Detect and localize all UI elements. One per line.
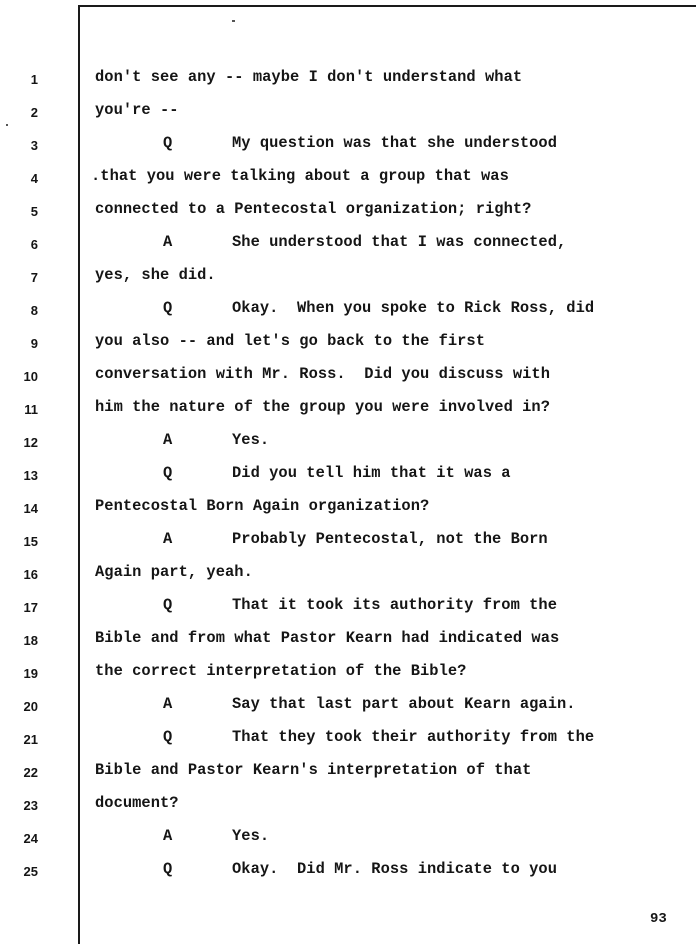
- testimony-text: Probably Pentecostal, not the Born: [232, 530, 548, 548]
- line-number: 20: [23, 699, 38, 714]
- line-number: 10: [23, 369, 38, 384]
- testimony-text: Did you tell him that it was a: [232, 464, 511, 482]
- speaker-label: A: [163, 827, 173, 845]
- top-rule: [80, 5, 696, 7]
- testimony-text: She understood that I was connected,: [232, 233, 567, 251]
- transcript-line: [0, 695, 696, 728]
- transcript-line: [0, 530, 696, 563]
- transcript-line: [0, 398, 696, 431]
- line-number: 11: [24, 402, 38, 417]
- testimony-text: Say that last part about Kearn again.: [232, 695, 576, 713]
- transcript-line: [0, 200, 696, 233]
- line-text: Bible and from what Pastor Kearn had indicated was: [95, 629, 560, 647]
- speaker-label: Q: [163, 596, 173, 614]
- line-number: 3: [30, 138, 38, 153]
- line-text: you're --: [95, 101, 179, 119]
- line-text: don't see any -- maybe I don't understand what: [95, 68, 523, 86]
- line-number: 16: [23, 567, 38, 582]
- transcript-line: [0, 134, 696, 167]
- line-text: Again part, yeah.: [95, 563, 253, 581]
- line-number: 8: [30, 303, 38, 318]
- line-number: 7: [30, 270, 38, 285]
- transcript-line: [0, 365, 696, 398]
- line-number: 5: [30, 204, 38, 219]
- line-number: 17: [23, 600, 38, 615]
- transcript-line: [0, 266, 696, 299]
- transcript-line: [0, 299, 696, 332]
- testimony-text: Okay. When you spoke to Rick Ross, did: [232, 299, 595, 317]
- testimony-text: That it took its authority from the: [232, 596, 558, 614]
- line-number: 25: [23, 864, 38, 879]
- line-text: [163, 233, 566, 251]
- line-number: 18: [23, 633, 38, 648]
- line-text: Pentecostal Born Again organization?: [95, 497, 430, 515]
- testimony-text: Okay. Did Mr. Ross indicate to you: [232, 860, 558, 878]
- transcript-line: [0, 596, 696, 629]
- line-number: 1: [30, 72, 38, 87]
- line-text: [163, 134, 557, 152]
- line-number: 2: [30, 105, 38, 120]
- line-number: 19: [23, 666, 38, 681]
- transcript-line: [0, 728, 696, 761]
- line-number: 9: [30, 336, 38, 351]
- line-number: 14: [23, 501, 38, 516]
- line-text: [163, 530, 548, 548]
- line-text: [163, 728, 594, 746]
- line-text: [163, 464, 511, 482]
- speaker-label: Q: [163, 728, 173, 746]
- transcript-line: [0, 662, 696, 695]
- line-number: 12: [23, 435, 38, 450]
- line-text: Bible and Pastor Kearn's interpretation of that: [95, 761, 532, 779]
- transcript-line: [0, 860, 696, 893]
- speaker-label: A: [163, 233, 173, 251]
- line-text: document?: [95, 794, 179, 812]
- speaker-label: Q: [163, 464, 173, 482]
- transcript-line: [0, 167, 696, 200]
- line-number: 21: [23, 732, 38, 747]
- line-number: 4: [30, 171, 38, 186]
- speaker-label: Q: [163, 299, 173, 317]
- speaker-label: A: [163, 530, 173, 548]
- line-text: him the nature of the group you were involved in?: [95, 398, 551, 416]
- line-number: 23: [23, 798, 38, 813]
- transcript-line: [0, 794, 696, 827]
- line-text: the correct interpretation of the Bible?: [95, 662, 467, 680]
- transcript-line: [0, 629, 696, 662]
- transcript-line: [0, 464, 696, 497]
- line-number: 22: [23, 765, 38, 780]
- testimony-text: Yes.: [232, 431, 270, 449]
- line-text: yes, she did.: [95, 266, 216, 284]
- testimony-text: My question was that she understood: [232, 134, 558, 152]
- transcript-line: [0, 332, 696, 365]
- testimony-text: Yes.: [232, 827, 270, 845]
- transcript-line: [0, 563, 696, 596]
- line-number: 13: [23, 468, 38, 483]
- line-text: [163, 695, 576, 713]
- line-text: you also -- and let's go back to the first: [95, 332, 486, 350]
- transcript-line: [0, 233, 696, 266]
- line-text: connected to a Pentecostal organization; right?: [95, 200, 532, 218]
- transcript-line: [0, 761, 696, 794]
- speaker-label: A: [163, 431, 173, 449]
- line-text: [163, 299, 594, 317]
- transcript-line: [0, 68, 696, 101]
- transcript-line: [0, 101, 696, 134]
- page-number: 93: [650, 911, 667, 927]
- line-text: .that you were talking about a group that was: [91, 167, 509, 185]
- line-text: [163, 431, 269, 449]
- line-text: [163, 596, 557, 614]
- transcript-line: [0, 497, 696, 530]
- transcript-line: [0, 827, 696, 860]
- line-number: 15: [23, 534, 38, 549]
- speaker-label: Q: [163, 860, 173, 878]
- scan-speck: [232, 20, 235, 22]
- line-text: [163, 860, 557, 878]
- line-number: 24: [23, 831, 38, 846]
- transcript-line: [0, 431, 696, 464]
- line-number: 6: [30, 237, 38, 252]
- testimony-text: That they took their authority from the: [232, 728, 595, 746]
- speaker-label: A: [163, 695, 173, 713]
- line-text: [163, 827, 269, 845]
- line-text: conversation with Mr. Ross. Did you discuss with: [95, 365, 551, 383]
- speaker-label: Q: [163, 134, 173, 152]
